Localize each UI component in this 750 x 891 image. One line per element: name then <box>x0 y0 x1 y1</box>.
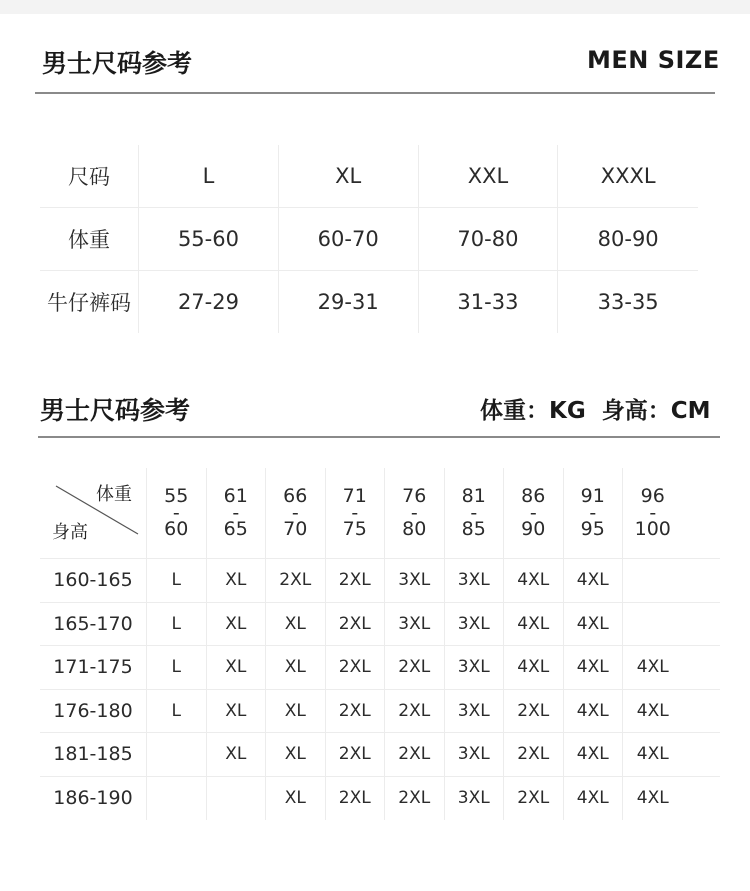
weight-range-header <box>207 468 267 558</box>
top-band <box>0 0 750 14</box>
height-range-label: 176-180 <box>40 690 147 733</box>
weight-value: 80-90 <box>597 227 659 251</box>
weight-range-high: 75 <box>342 518 367 540</box>
height-row <box>40 603 720 647</box>
weight-range-low: 71 <box>342 485 367 507</box>
jeans-value: 33-35 <box>597 290 659 314</box>
weight-range-sep: - <box>529 502 537 524</box>
size-cell: 3XL <box>445 646 505 689</box>
section1-title-en: MEN SIZE <box>587 46 720 74</box>
size-cell: 4XL <box>636 657 669 678</box>
weight-range-low: 66 <box>283 485 308 507</box>
weight-range-sep: - <box>649 502 657 524</box>
weight-range-header <box>147 468 207 558</box>
weight-range-sep: - <box>351 502 359 524</box>
size-cell: L <box>147 559 207 602</box>
size-cell: XL <box>266 646 326 689</box>
size-cell: L <box>147 603 207 646</box>
size-cell: XL <box>207 559 267 602</box>
size-cell: 4XL <box>564 733 624 776</box>
size-cell: 3XL <box>445 777 505 821</box>
weight-range-sep: - <box>291 502 299 524</box>
weight-range-low: 96 <box>640 485 665 507</box>
size-cell: 4XL <box>564 777 624 821</box>
size-cell: 2XL <box>326 646 386 689</box>
jeans-value: 31-33 <box>419 271 559 333</box>
weight-row <box>40 207 698 270</box>
weight-range-low: 55 <box>164 485 189 507</box>
size-cell: 3XL <box>385 603 445 646</box>
size-cell: XL <box>266 690 326 733</box>
section2-units: 体重：KG 身高：CM <box>480 398 711 424</box>
weight-range-high: 85 <box>461 518 486 540</box>
size-cell: XL <box>266 603 326 646</box>
weight-range-header <box>326 468 386 558</box>
section2-divider <box>38 436 720 438</box>
weight-range-sep: - <box>589 502 597 524</box>
size-cell <box>147 777 207 821</box>
height-row <box>40 733 720 777</box>
height-row <box>40 690 720 734</box>
weight-range-header <box>385 468 445 558</box>
size-cell: 2XL <box>385 777 445 821</box>
size-cell: 4XL <box>564 646 624 689</box>
weight-range-sep: - <box>232 502 240 524</box>
size-table <box>40 145 698 333</box>
size-cell: 4XL <box>504 646 564 689</box>
weight-range-high: 90 <box>521 518 546 540</box>
weight-label: 体重 <box>40 208 139 270</box>
size-cell: 2XL <box>504 777 564 821</box>
size-cell: XL <box>266 733 326 776</box>
size-cell: 4XL <box>564 690 624 733</box>
height-range-label: 181-185 <box>40 733 147 776</box>
size-cell: L <box>147 646 207 689</box>
weight-range-header <box>564 468 624 558</box>
weight-range-header <box>504 468 564 558</box>
size-cell: 2XL <box>385 646 445 689</box>
size-cell: 4XL <box>504 559 564 602</box>
corner-cell <box>40 468 147 558</box>
size-cell: XL <box>207 646 267 689</box>
weight-range-low: 81 <box>461 485 486 507</box>
size-cell: L <box>147 690 207 733</box>
size-cell: 4XL <box>636 744 669 765</box>
corner-weight-label: 体重 <box>96 484 132 505</box>
weight-range-high: 100 <box>634 518 671 540</box>
weight-range-low: 76 <box>402 485 427 507</box>
weight-range-header <box>623 468 683 558</box>
size-cell: 2XL <box>326 690 386 733</box>
size-cell <box>207 777 267 821</box>
size-cell: 4XL <box>636 788 669 809</box>
size-cell: 3XL <box>445 559 505 602</box>
size-cell: 3XL <box>445 603 505 646</box>
weight-value: 70-80 <box>419 208 559 270</box>
size-cell: 4XL <box>564 603 624 646</box>
corner-height-label: 身高 <box>52 522 88 543</box>
height-row <box>40 559 720 603</box>
size-xxxl: XXXL <box>600 164 656 188</box>
size-cell: 2XL <box>326 559 386 602</box>
size-cell: 4XL <box>564 559 624 602</box>
size-label: 尺码 <box>40 145 139 207</box>
weight-range-high: 95 <box>580 518 605 540</box>
weight-range-cells <box>147 468 683 558</box>
size-cell <box>623 559 683 602</box>
size-cell: 2XL <box>385 733 445 776</box>
size-cell: XL <box>207 733 267 776</box>
size-cell <box>147 733 207 776</box>
weight-range-sep: - <box>172 502 180 524</box>
weight-range-low: 91 <box>580 485 605 507</box>
size-table-header-row <box>40 145 698 207</box>
height-range-label: 171-175 <box>40 646 147 689</box>
weight-range-high: 80 <box>402 518 427 540</box>
jeans-label: 牛仔裤码 <box>40 271 139 333</box>
weight-value: 55-60 <box>139 208 279 270</box>
weight-range-high: 70 <box>283 518 308 540</box>
size-cell: 2XL <box>266 559 326 602</box>
size-cell: 2XL <box>326 733 386 776</box>
height-row <box>40 777 720 821</box>
jeans-row <box>40 270 698 333</box>
section1-divider <box>35 92 715 94</box>
size-l: L <box>139 145 279 207</box>
size-cell: 2XL <box>504 690 564 733</box>
weight-range-header <box>445 468 505 558</box>
weight-range-sep: - <box>410 502 418 524</box>
weight-header-row <box>40 468 720 559</box>
jeans-value: 27-29 <box>139 271 279 333</box>
height-range-label: 186-190 <box>40 777 147 821</box>
weight-range-header <box>266 468 326 558</box>
weight-value: 60-70 <box>279 208 419 270</box>
size-cell: 3XL <box>445 733 505 776</box>
size-cell: 4XL <box>636 700 669 721</box>
weight-range-low: 61 <box>223 485 248 507</box>
weight-range-sep: - <box>470 502 478 524</box>
jeans-value: 29-31 <box>279 271 419 333</box>
weight-range-high: 60 <box>164 518 189 540</box>
size-cell: XL <box>207 690 267 733</box>
weight-range-high: 65 <box>223 518 248 540</box>
height-range-label: 165-170 <box>40 603 147 646</box>
size-cell: 2XL <box>326 777 386 821</box>
height-range-label: 160-165 <box>40 559 147 602</box>
size-xxl: XXL <box>419 145 559 207</box>
section1-title: 男士尺码参考 <box>42 49 193 78</box>
size-cell: 2XL <box>504 733 564 776</box>
weight-range-low: 86 <box>521 485 546 507</box>
size-cell <box>623 603 683 646</box>
size-cell: 3XL <box>445 690 505 733</box>
size-cell: 2XL <box>326 603 386 646</box>
height-weight-table <box>40 468 720 820</box>
size-cell: 4XL <box>504 603 564 646</box>
section2-title: 男士尺码参考 <box>40 396 191 425</box>
height-row <box>40 646 720 690</box>
size-cell: 2XL <box>385 690 445 733</box>
size-xl: XL <box>279 145 419 207</box>
size-cell: XL <box>207 603 267 646</box>
size-cell: XL <box>266 777 326 821</box>
height-rows <box>40 559 720 820</box>
size-cell: 3XL <box>385 559 445 602</box>
